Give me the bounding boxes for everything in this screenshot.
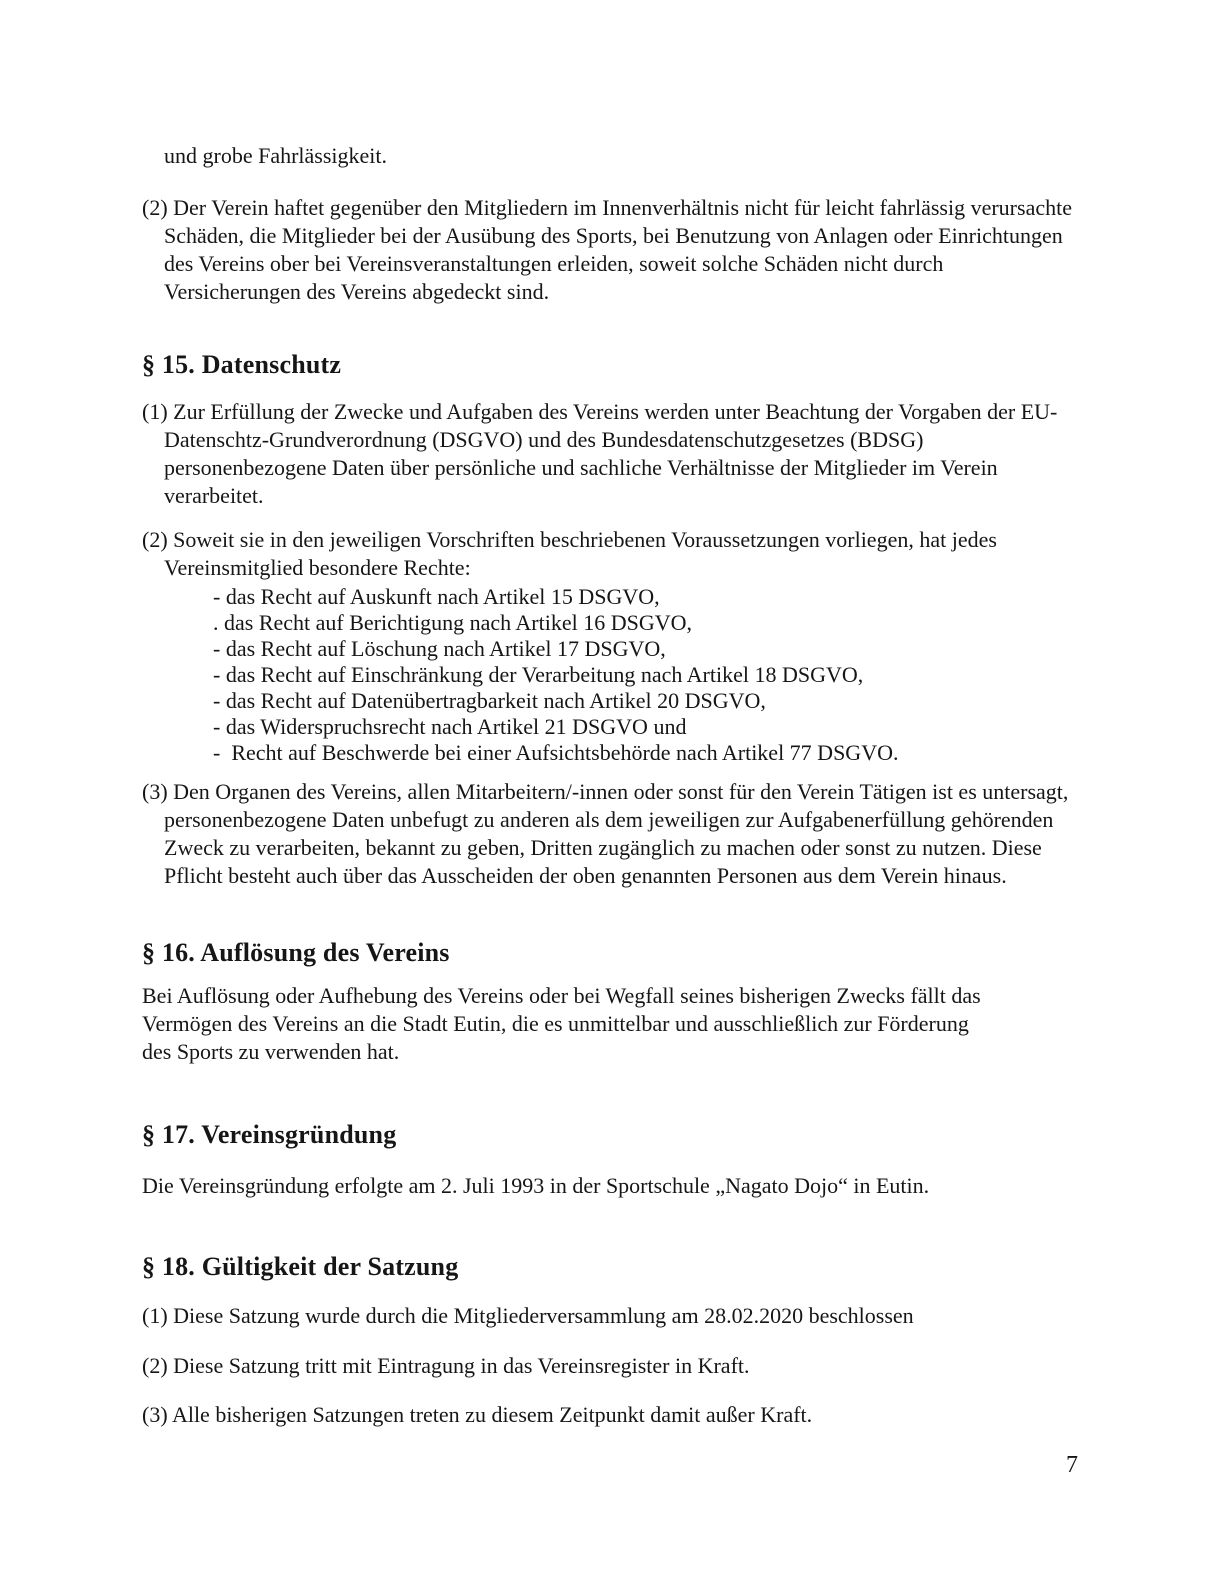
text-line: personenbezogene Daten über persönliche und sachliche Verhältnisse der Mitglieder im Verein (164, 455, 998, 480)
paragraph (142, 778, 1128, 890)
section-heading: § 15. Datenschutz (142, 350, 342, 379)
text-line: Schäden, die Mitglieder bei der Ausübung des Sports, bei Benutzung von Anlagen oder Einrichtungen (164, 223, 1063, 248)
list-item: - das Widerspruchsrecht nach Artikel 21 DSGVO und (213, 714, 687, 739)
paragraph (142, 194, 1128, 306)
paragraph (142, 982, 1128, 1066)
paragraph (142, 1401, 1128, 1429)
text-line: personenbezogene Daten unbefugt zu anderen als dem jeweiligen zur Aufgabenerfüllung gehörenden (164, 807, 1054, 832)
paragraph (142, 142, 1128, 170)
text-line: (2) Soweit sie in den jeweiligen Vorschriften beschriebenen Voraussetzungen vorliegen, hat jedes (142, 527, 997, 552)
list-item: - das Recht auf Einschränkung der Verarbeitung nach Artikel 18 DSGVO, (213, 662, 864, 687)
text-line: Zweck zu verarbeiten, bekannt zu geben, Dritten zugänglich zu machen oder sonst zu nutzen. Diese (164, 835, 1042, 860)
text-line: Vermögen des Vereins an die Stadt Eutin, die es unmittelbar und ausschließlich zur Förderung (142, 1011, 969, 1036)
list-item: - Recht auf Beschwerde bei einer Aufsichtsbehörde nach Artikel 77 DSGVO. (213, 740, 899, 765)
section-heading: § 16. Auflösung des Vereins (142, 938, 450, 967)
paragraph (142, 1302, 1128, 1330)
section-heading: § 18. Gültigkeit der Satzung (142, 1252, 459, 1281)
section-heading: § 17. Vereinsgründung (142, 1120, 397, 1149)
list-item: . das Recht auf Berichtigung nach Artikel 16 DSGVO, (213, 610, 693, 635)
text-line: Vereinsmitglied besondere Rechte: (164, 555, 471, 580)
text-line: Datenschtz-Grundverordnung (DSGVO) und des Bundesdatenschutzgesetzes (BDSG) (164, 427, 924, 452)
text-line: Bei Auflösung oder Aufhebung des Vereins oder bei Wegfall seines bisherigen Zwecks fällt das (142, 983, 981, 1008)
text-line: Pflicht besteht auch über das Ausscheiden der oben genannten Personen aus dem Verein hinaus. (164, 863, 1007, 888)
text-line: (1) Zur Erfüllung der Zwecke und Aufgaben des Vereins werden unter Beachtung der Vorgaben der EU- (142, 399, 1058, 424)
text-line: und grobe Fahrlässigkeit. (164, 143, 388, 168)
document-body (142, 142, 1128, 1429)
text-line: des Sports zu verwenden hat. (142, 1039, 400, 1064)
paragraph (142, 526, 1128, 582)
paragraph (142, 1172, 1128, 1200)
text-line: (1) Diese Satzung wurde durch die Mitgliederversammlung am 28.02.2020 beschlossen (142, 1303, 914, 1328)
paragraph (142, 398, 1128, 510)
list-item: - das Recht auf Löschung nach Artikel 17 DSGVO, (213, 636, 666, 661)
text-line: (3) Alle bisherigen Satzungen treten zu diesem Zeitpunkt damit außer Kraft. (142, 1402, 813, 1427)
text-line: verarbeitet. (164, 483, 264, 508)
list-item: - das Recht auf Datenübertragbarkeit nach Artikel 20 DSGVO, (213, 688, 766, 713)
text-line: (2) Diese Satzung tritt mit Eintragung in das Vereinsregister in Kraft. (142, 1353, 750, 1378)
page-number: 7 (1066, 1452, 1078, 1478)
list-item: - das Recht auf Auskunft nach Artikel 15 DSGVO, (213, 584, 660, 609)
text-line: (2) Der Verein haftet gegenüber den Mitgliedern im Innenverhältnis nicht für leicht fahrlässig verursachte (142, 195, 1072, 220)
text-line: des Vereins ober bei Vereinsveranstaltungen erleiden, soweit solche Schäden nicht durch (164, 251, 944, 276)
text-line: Versicherungen des Vereins abgedeckt sind. (164, 279, 550, 304)
paragraph (142, 1352, 1128, 1380)
rights-list (142, 584, 1128, 766)
text-line: Die Vereinsgründung erfolgte am 2. Juli 1993 in der Sportschule „Nagato Dojo“ in Eutin. (142, 1173, 930, 1198)
text-line: (3) Den Organen des Vereins, allen Mitarbeitern/-innen oder sonst für den Verein Tätigen ist es untersagt, (142, 779, 1069, 804)
